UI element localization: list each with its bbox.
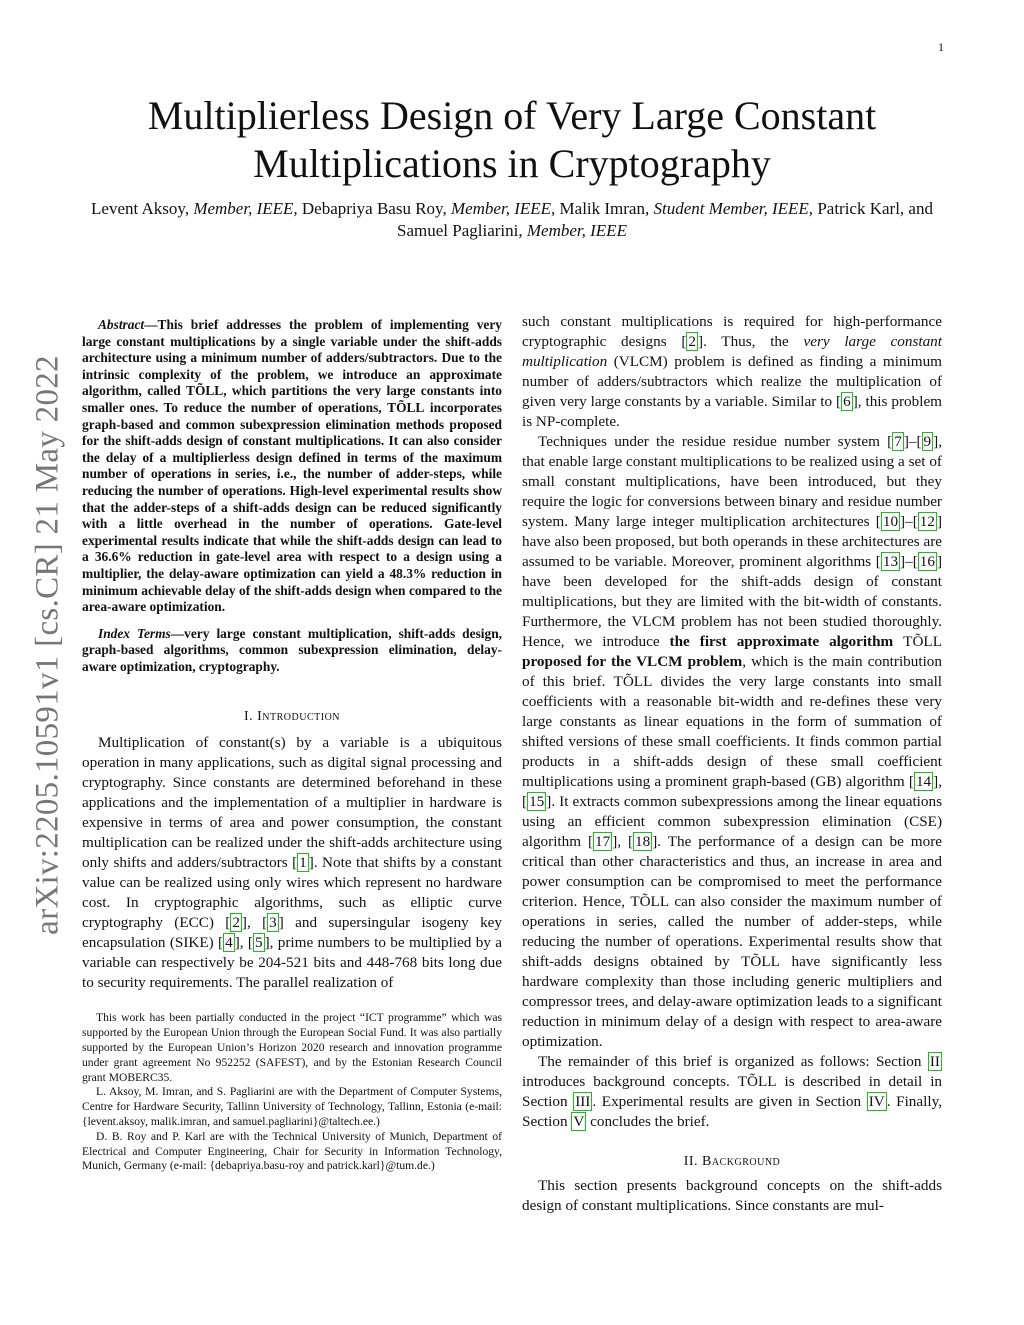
- paper-title: [80, 92, 944, 188]
- abstract: [82, 317, 502, 616]
- citation-link[interactable]: 2: [688, 333, 696, 350]
- abstract-text: incorporates graph-based and common subexpression elimination methods proposed for the shift-adds design of constant multiplications. It can also consider the delay of a multiplierless design defined in terms of the maximum number of operations in series, i.e., the number of adder-steps, while reducing the number of operations. High-level experimental results show that the adder-steps of a shift-adds design can be reduced significantly with a little overhead in the number of operations. Gate-level experimental results indicate that while the shift-adds design can lead to a 36.6% reduction in gate-level area with respect to a design using a multiplier, the delay-aware optimization can yield a 48.3% reduction in minimum achievable delay of the shift-adds design when compared to the area-aware optimization.: [82, 399, 503, 615]
- author-role: Member, IEEE,: [193, 199, 298, 218]
- section-link[interactable]: IV: [868, 1093, 885, 1110]
- author-role: Member, IEEE,: [450, 199, 556, 218]
- text-run: . The performance of a design can be more critical than other characteristics and thus, an increase in area and power consumption can be compromised to meet the performance criterion. Hence,: [522, 833, 942, 910]
- text-run: Techniques under the residue residue number system: [538, 433, 888, 450]
- text-run: ,: [617, 833, 628, 850]
- footnotes: [82, 1011, 502, 1174]
- text-run: . Experimental results are given in Section: [592, 1093, 867, 1110]
- section-title: Background: [702, 1154, 781, 1169]
- algorithm-name: TÕLL: [387, 399, 425, 415]
- author-list: [80, 198, 944, 242]
- algorithm-name: TÕLL: [741, 953, 780, 970]
- citation-link[interactable]: 4: [225, 934, 233, 952]
- text-run: ,: [938, 773, 942, 790]
- page-number: 1: [938, 40, 944, 54]
- text-run: , which is the main contribution of this brief.: [522, 653, 942, 690]
- section-number: I.: [243, 709, 254, 725]
- abstract-text: This brief addresses the problem of implementing very large constant multiplications by a single variable under the shift-adds architecture using a minimum number of adders/subtractors. Due to the intrinsic complexity of the problem, we introduce an approximate algorithm, called: [82, 317, 502, 399]
- title-line-2: Multiplications in Cryptography: [253, 141, 771, 186]
- section-number: II.: [683, 1154, 699, 1169]
- author-role: Student Member, IEEE,: [653, 199, 814, 218]
- text-run: can also consider the maximum number of operations in series, called the number of adder-steps, while reducing the number of operations. Experimental results show that shift-adds designs obtained by: [522, 893, 942, 970]
- algorithm-name: TÕLL: [737, 1073, 777, 1090]
- text-run: ,: [246, 914, 263, 932]
- background-paragraph: This section presents background concepts on the shift-adds design of constant multiplications. Since constants are mul-: [522, 1177, 942, 1214]
- citation-link[interactable]: 13: [882, 553, 899, 570]
- section-link[interactable]: V: [573, 1113, 585, 1130]
- section-link[interactable]: II: [929, 1053, 940, 1070]
- citation-link[interactable]: 14: [915, 773, 932, 790]
- citation-link[interactable]: 6: [843, 393, 851, 410]
- author-name: Malik Imran,: [559, 199, 650, 218]
- text-run: . Thus, the: [703, 333, 804, 350]
- author-name: Patrick Karl, and Samuel Pagliarini,: [397, 199, 933, 240]
- text-run: have been developed for the shift-adds design of constant multiplications, but they are limited with the bit-width of constants. Furthermore, the VLCM problem has not been studied thoroughly. Hence, we introduce: [522, 573, 942, 650]
- text-run: . Note that shifts by a constant value can be realized using only wires which represent no hardware cost. In cryptographic algorithms, such as elliptic curve cryptography (ECC): [82, 854, 502, 932]
- author-name: Debapriya Basu Roy,: [301, 199, 447, 218]
- title-line-1: Multiplierless Design of Very Large Constant: [147, 93, 877, 138]
- citation-link[interactable]: 7: [894, 433, 902, 450]
- index-terms-label: Index Terms: [98, 625, 171, 641]
- range-dash: –: [905, 513, 913, 530]
- index-terms-text: very large constant multiplication, shift-adds design, graph-based algorithms, common subexpression elimination, delay-aware optimization, cryptography.: [82, 625, 502, 674]
- text-run: ,: [239, 934, 248, 952]
- body-paragraph: Techniques under the residue residue number system [ 7 ]–[ 9 ], that enable large constant multiplications to be realized using a set of small constant multiplications, have been introduced, but they require the logic for conversions between binary and residue number system. Many large integer multiplication architectures [ 10 ]–[ 12 ] have also been proposed, but both operands in these architectures are assumed to be variable. Moreover, prominent algorithms [ 13 ]–[ 16 ] have been developed for the shift-adds design of constant multiplications, but they are limited with the bit-width of constants. Furthermore, the VLCM problem has not been studied thoroughly. Hence, we introduce the first approximate algorithm TÕLL proposed for the VLCM problem, which is the main contribution of this brief. TÕLL divides the very large constants into small coefficients with a reasonable bit-width and re-defines these very large constants as linear equations in the form of summation of shifted versions of these small coefficients. It finds common partial products in a shift-adds design of these small coefficient multiplications using a prominent graph-based (GB) algorithm [ 14 ], [ 15 ]. It extracts common subexpressions among the linear equations using an efficient common subexpression elimination (CSE) algorithm [ 17 ], [ 18 ]. The performance of a design can be more critical than other characteristics and thus, an increase in area and power consumption can be compromised to meet the performance criterion. Hence, TÕLL can also consider the maximum number of operations in series, called the number of adder-steps, while reducing the number of operations. Experimental results show that shift-adds designs obtained by TÕLL have significantly less hardware complexity than those including generic multipliers and compressor trees, and delay-aware optimization leads to a significant reduction in minimum delay of a design with respect to area-aware optimization.: [522, 433, 943, 1050]
- footnote-affiliation-2: D. B. Roy and P. Karl are with the Technical University of Munich, Department of Electrical and Computer Engineering, Chair for Security in Information Technology, Munich, Germany (e-mail: {debapriya.basu-roy and patrick.karl}@tum.de.): [82, 1129, 502, 1173]
- text-run: The remainder of this brief is organized as follows: Section: [538, 1053, 928, 1070]
- citation-link[interactable]: 16: [919, 553, 935, 570]
- arxiv-identifier: arXiv:2205.10591v1 [cs.CR] 21 May 2022: [29, 355, 66, 935]
- index-terms-dash: —: [170, 625, 185, 641]
- text-run: , that enable large constant multiplications to be realized using a set of small constant multiplications, have been introduced, but they require the logic for conversions between binary and residue number system. Many large integer multiplication architectures: [522, 433, 942, 530]
- section-heading-background: [522, 1154, 942, 1170]
- range-dash: –: [905, 553, 913, 570]
- emphasis-text: very large constant multiplication: [522, 333, 942, 370]
- text-run: concludes the brief.: [586, 1113, 710, 1130]
- body-paragraph: [522, 1052, 942, 1132]
- index-terms: [82, 626, 502, 676]
- bold-text: proposed for the VLCM problem: [522, 653, 743, 670]
- text-run: introduces background concepts.: [522, 1073, 738, 1090]
- body-paragraph: such constant multiplications is required for high-performance cryptographic designs [ 2 ]. Thus, the very large constant multiplication (VLCM) problem is defined as finding a minimum number of adders/subtractors which realize the multiplication of given very large constants by a variable. Similar to [ 6 ], this problem is NP-complete.: [522, 313, 942, 430]
- text-run: have also been proposed, but both operands in these architectures are assumed to be variable. Moreover, prominent algorithms: [522, 533, 942, 570]
- citation-link[interactable]: 10: [882, 513, 899, 530]
- text-run: . Finally, Section: [522, 1093, 942, 1130]
- text-run: Multiplication of constant(s) by a variable is a ubiquitous operation in many applications, such as digital signal processing and cryptography. Since constants are determined beforehand in these applications and the implementation of a multiplier in hardware is expensive in terms of area and power consumption, the constant multiplication can be realized under the shift-adds architecture using only shifts and adders/subtractors: [82, 734, 502, 872]
- abstract-dash: —: [144, 317, 158, 332]
- abstract-label: Abstract: [98, 317, 145, 332]
- citation-link[interactable]: 9: [923, 433, 932, 450]
- algorithm-name: TÕLL: [630, 893, 670, 910]
- algorithm-name: TÕLL: [613, 673, 653, 690]
- citation-link[interactable]: 3: [269, 914, 277, 932]
- citation-link[interactable]: 12: [919, 513, 935, 530]
- author-name: Levent Aksoy,: [91, 199, 190, 218]
- bold-text: the first approximate algorithm: [669, 633, 904, 650]
- footnote-affiliation-1: L. Aksoy, M. Imran, and S. Pagliarini are with the Department of Computer Systems, Centre for Hardware Security, Tallinn University of Technology, Tallinn, Estonia (e-mail: {levent.aksoy, malik.imran, and samuel.pagliarini}@taltech.ee.): [82, 1085, 502, 1129]
- text-run: , prime numbers to be multiplied by a variable can respectively be 204-521 bits and 448-768 bits long due to security requirements. The parallel realization of: [82, 934, 503, 992]
- citation-link[interactable]: 5: [254, 934, 263, 952]
- algorithm-name: TÕLL: [903, 633, 942, 650]
- abstract-text: , which partitions the very large constants into smaller ones. To reduce the number of operations,: [82, 383, 503, 415]
- intro-paragraph: Multiplication of constant(s) by a variable is a ubiquitous operation in many applications, such as digital signal processing and cryptography. Since constants are determined beforehand in these applications and the implementation of a multiplier in hardware is expensive in terms of area and power consumption, the constant multiplication can be realized under the shift-adds architecture using only shifts and adders/subtractors [ 1 ]. Note that shifts by a constant value can be realized using only wires which represent no hardware cost. In cryptographic algorithms, such as elliptic curve cryptography (ECC) [ 2 ], [ 3 ] and supersingular isogeny key encapsulation (SIKE) [ 4 ], [ 5 ], prime numbers to be multiplied by a variable can respectively be 204-521 bits and 448-768 bits long due to security requirements. The parallel realization of: [82, 734, 503, 992]
- text-run: (VLCM) problem is defined as finding a minimum number of adders/subtractors which realize the multiplication of given very large constants by a variable. Similar to: [522, 353, 942, 410]
- text-run: have significantly less hardware complexity than those including generic multipliers and compressor trees, and delay-aware optimization leads to a significant reduction in minimum delay of a design with respect to area-aware optimization.: [522, 953, 942, 1050]
- text-run: , this problem is NP-complete.: [522, 393, 942, 430]
- citation-link[interactable]: 1: [299, 854, 307, 872]
- footnote-funding: This work has been partially conducted in the project “ICT programme” which was supported by the European Union through the European Social Fund. It was also partially supported by the European Union’s Horizon 2020 research and innovation programme under grant agreement No 952252 (SAFEST), and by the Estonian Research Council grant MOBERC35.: [82, 1011, 502, 1084]
- section-title: Introduction: [257, 709, 341, 725]
- text-run: is described in detail in Section: [522, 1073, 943, 1110]
- citation-link[interactable]: 18: [635, 833, 651, 850]
- text-run: such constant multiplications is required for high-performance cryptographic designs: [522, 313, 942, 350]
- text-run: and supersingular isogeny key encapsulation (SIKE): [82, 914, 503, 952]
- text-run: . It extracts common subexpressions among the linear equations using an efficient common subexpression elimination (CSE) algorithm: [522, 793, 942, 850]
- range-dash: –: [908, 433, 917, 450]
- section-link[interactable]: III: [575, 1093, 591, 1110]
- section-heading-introduction: [82, 709, 502, 725]
- algorithm-name: TÕLL: [186, 383, 224, 399]
- author-role: Member, IEEE: [526, 221, 627, 240]
- arxiv-side-stamp: [28, 340, 68, 950]
- citation-link[interactable]: 17: [595, 833, 611, 850]
- right-column: [522, 312, 942, 1216]
- left-column: [82, 312, 502, 1174]
- citation-link[interactable]: 15: [529, 793, 545, 810]
- text-run: divides the very large constants into small coefficients with a reasonable bit-width and re-defines these very large constants as linear equations in the form of summation of shifted versions of these small coefficients. It finds common partial products in a shift-adds design of these small coefficient multiplications using a prominent graph-based (GB) algorithm: [522, 673, 943, 790]
- citation-link[interactable]: 2: [232, 914, 240, 932]
